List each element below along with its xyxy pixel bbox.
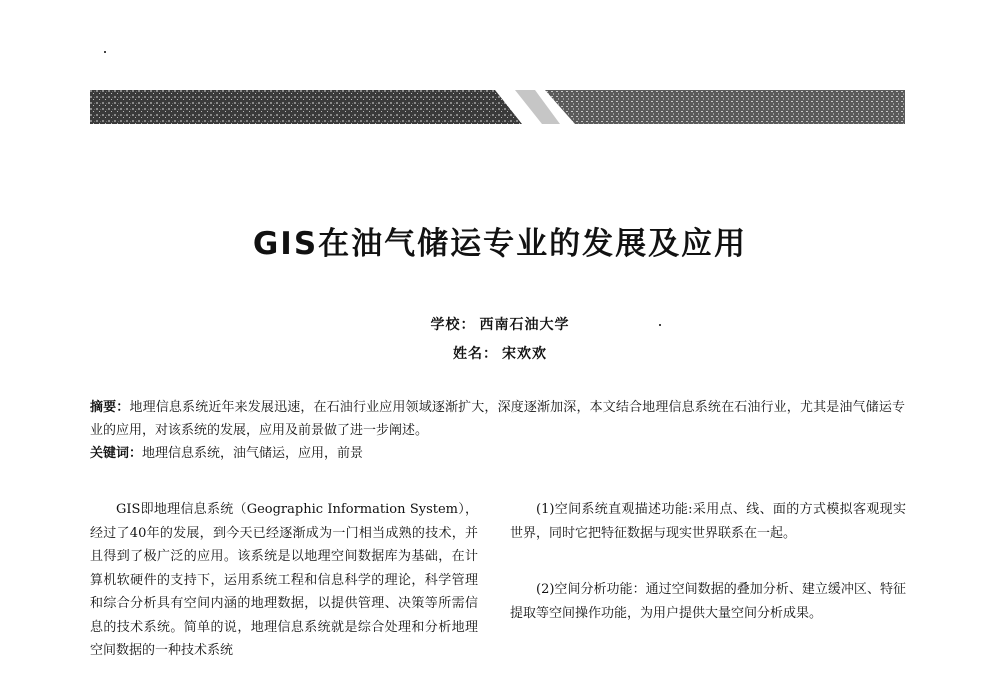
- body-left-column: [90, 498, 478, 663]
- abstract-text: 地理信息系统近年来发展迅速，在石油行业应用领域逐渐扩大，深度逐渐加深，本文结合地理信息系统在石油行业，尤其是油气储运专业的应用，对该系统的发展，应用及前景做了进一步阐述。: [90, 400, 905, 438]
- abstract-block: [90, 396, 905, 465]
- abstract-label: 摘要：: [90, 400, 130, 415]
- school-label: 学校：: [430, 317, 476, 333]
- author-name: 宋欢欢: [502, 346, 547, 362]
- intro-paragraph: GIS即地理信息系统（Geographic Information System），经过了40年的发展，到今天已经逐渐成为一门相当成熟的技术，并且得到了极广泛的应用。该系统是以地理空间数据库为基础，在计算机软硬件的支持下，运用系统工程和信息科学的理论，科学管理和综合分析具有空间内涵的地理数据，以提供管理、决策等所需信息的技术系统。简单的说，地理信息系统就是综合处理和分析地理空间数据的一种技术系统: [90, 502, 478, 658]
- header-banner: [90, 90, 905, 124]
- keywords-text: 地理信息系统，油气储运，应用，前景: [142, 446, 364, 461]
- name-label: 姓名：: [453, 346, 498, 362]
- function-2-paragraph: (2)空间分析功能：通过空间数据的叠加分析、建立缓冲区、特征提取等空间操作功能，为用户提供大量空间分析成果。: [510, 582, 906, 621]
- paper-title: GIS在油气储运专业的发展及应用: [252, 226, 748, 262]
- author-line: [0, 343, 1000, 363]
- speck: [104, 51, 106, 53]
- school-line: [0, 314, 1000, 334]
- keywords: [90, 442, 905, 465]
- abstract: [90, 396, 905, 442]
- function-1-paragraph: (1)空间系统直观描述功能:采用点、线、面的方式模拟客观现实世界，同时它把特征数据与现实世界联系在一起。: [510, 502, 906, 541]
- keywords-label: 关键词：: [90, 446, 143, 461]
- body-right-column: [510, 498, 906, 625]
- school-name: 西南石油大学: [479, 317, 570, 333]
